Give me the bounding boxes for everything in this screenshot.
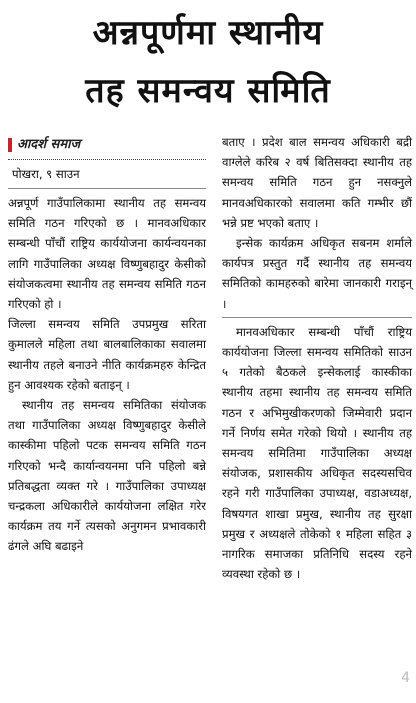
paragraph: स्थानीय तह समन्वय समितिका संयोजक तथा गाउँपालिका अध्यक्ष विष्णुबहादुर केसीले कास्कीमा पहिलो पटक समन्वय समिति गठन गरिएको भन्दै कार्यान्वयनमा पनि पहिलो बन्ने प्रतिबद्धता व्यक्त गरे । गाउँपालिका उपाध्यक्ष चन्द्रकला अधिकारीले कार्ययोजना लक्षित गरेर कार्यक्रम तय गर्ने त्यसको अनुगमन प्रभावकारी ढंगले अघि बढाइने — [8, 398, 206, 554]
byline-marker — [8, 138, 12, 152]
paragraph: बताए । प्रदेश बाल समन्वय अधिकारी बद्री वाग्लेले करिब २ वर्ष बितिसक्दा स्थानीय तह समन्वय समिति गठन हुन नसक्नुले मानवअधिकारको सवालमा कति गम्भीर छौं भन्ने प्रष्ट भएको बताए । — [222, 135, 412, 230]
paragraph: इन्सेक कार्यक्रम अधिकृत सबनम शर्माले कार्यपत्र प्रस्तुत गर्दै स्थानीय तह समन्वय समितिको कामहरुको बारेमा जानकारी गराइन् । — [222, 236, 412, 311]
byline — [8, 134, 206, 156]
dateline: पोखरा, ९ साउन — [12, 167, 80, 181]
left-column — [8, 132, 206, 557]
paragraph: जिल्ला समन्वय समिति उपप्रमुख सरिता कुमालले महिला तथा बालबालिकाका सवालमा स्थानीय तहले बनाउने नीति कार्यक्रमहरु केन्द्रित हुन आवश्यक रहेको बताइन् । — [8, 317, 206, 392]
headline-line-2: तह समन्वय समिति — [85, 71, 331, 111]
dateline-divider — [8, 188, 206, 189]
byline-source: आदर्श समाज — [17, 136, 81, 152]
paragraph: मानवअधिकार सम्बन्धी पाँचौं राष्ट्रिय कार्ययोजना जिल्ला समन्वय समितिको साउन ५ गतेको बैठकले इन्सेकलाई कास्कीका स्थानीय तहमा स्थानीय तह समन्वय समिति गठन र अभिमुखीकरणको जिम्मेवारी प्रदान गर्ने निर्णय समेत गरेको थियो । स्थानीय तह समन्वय समितिमा गाउँपालिका अध्यक्ष संयोजक, प्रशासकीय अधिकृत सदस्यसचिव रहने गरी गाउँपालिका उपाध्यक्ष, वडाअध्यक्ष, विषयगत शाखा प्रमुख, स्थानीय तह सुरक्षा प्रमुख र अध्यक्षले तोकेको १ महिला सहित ३ नागरिक समाजका प्रतिनिधि सदस्य रहने व्यवस्था रहेको छ । — [222, 324, 412, 582]
headline-line-1: अन्नपूर्णमा स्थानीय — [92, 13, 324, 53]
paragraph: अन्नपूर्ण गाउँपालिकामा स्थानीय तह समन्वय समिति गठन गरिएको छ । मानवअधिकार सम्बन्धी पाँचौं राष्ट्रिय कार्ययोजना कार्यन्वयनका लागि गाउँपालिका अध्यक्ष विष्णुबहादुर केसीको संयोजकत्वमा स्थानीय तह समन्वय समिति गठन गरिएको हो । — [8, 196, 206, 312]
page-number: 4 — [401, 670, 410, 686]
section-divider — [222, 317, 412, 318]
byline-divider — [8, 159, 206, 160]
right-column — [222, 132, 412, 584]
